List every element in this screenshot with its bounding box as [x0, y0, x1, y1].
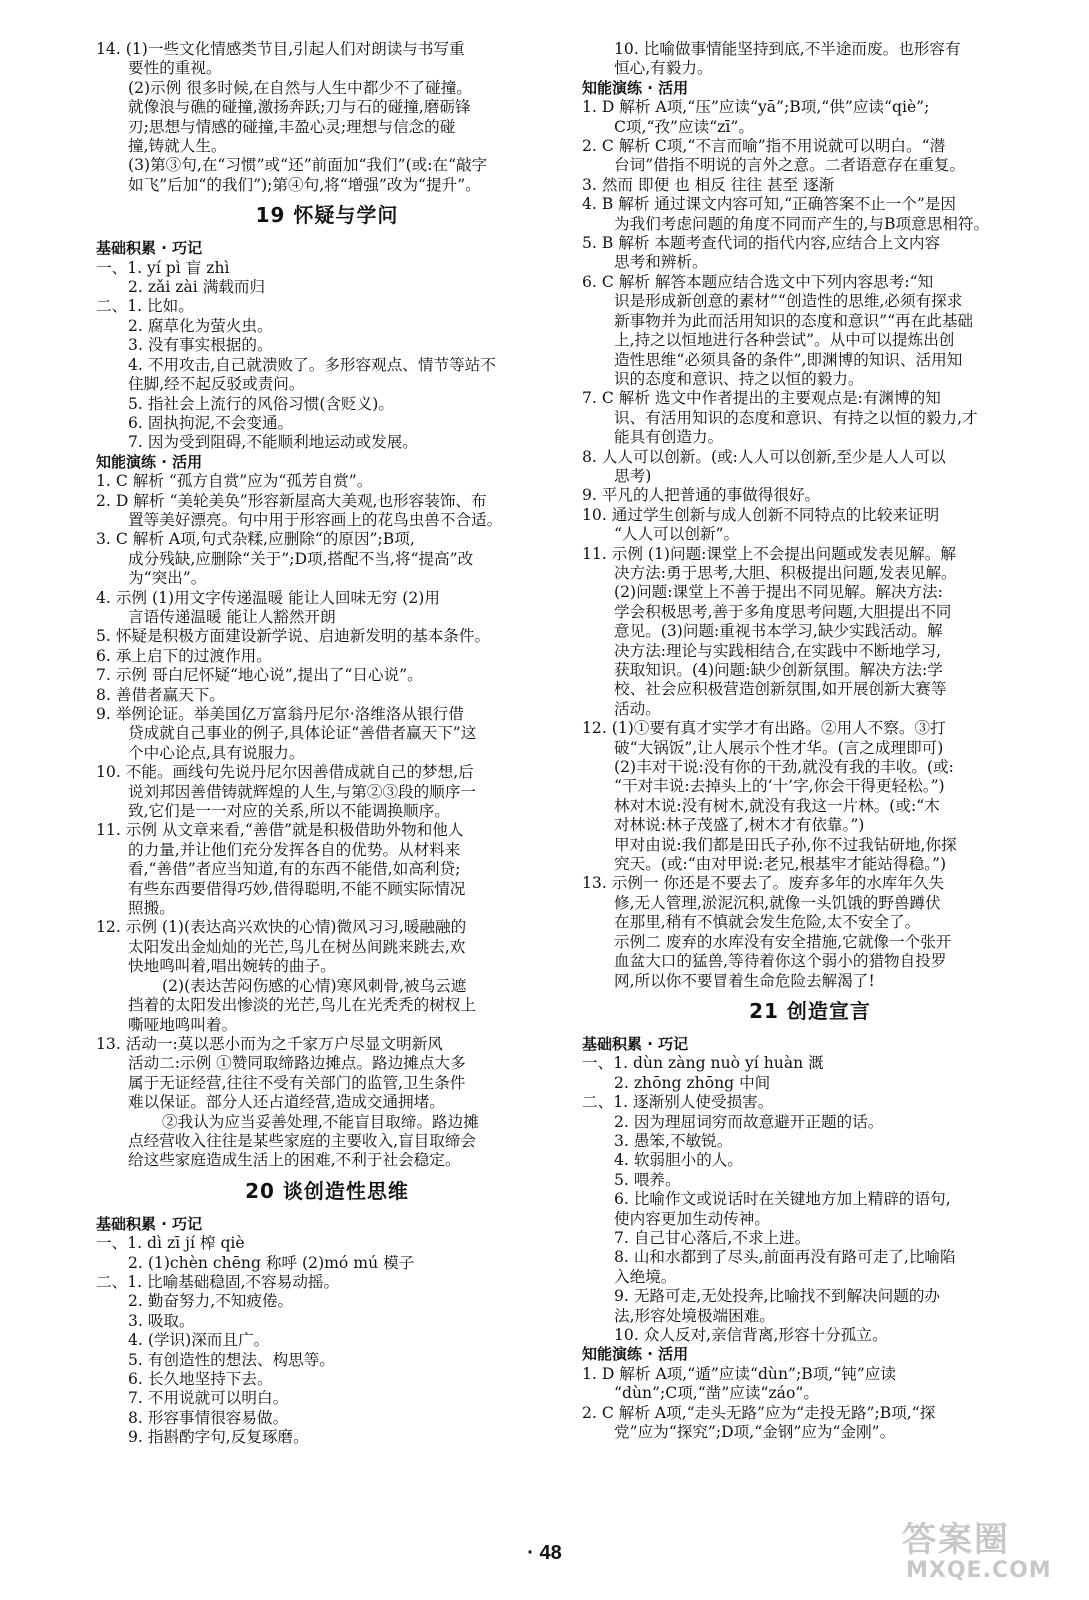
text-line: 党”应为“探究”;D项,“金钢”应为“金刚”。 — [614, 1423, 896, 1442]
text-line: 说刘邦因善借铸就辉煌的人生,与第②③段的顺序一 — [128, 782, 477, 801]
text-line: 12. (1)①要有真才实学才有出路。②用人不察。③打 — [582, 719, 946, 738]
text-line: 的力量,并让他们充分发挥各自的优势。从材料来 — [128, 840, 461, 859]
text-line: 3. 没有事实根据的。 — [128, 336, 273, 355]
text-line: 言语传递温暖 能让人豁然开朗 — [128, 607, 336, 626]
text-line: 破“大锅饭”,让人展示个性才华。(言之成理即可) — [614, 738, 944, 757]
text-line: 4. B 解析 通过课文内容可知,“正确答案不止一个”是因 — [582, 195, 956, 214]
text-line: C项,“孜”应读“zī”。 — [614, 117, 754, 136]
text-line: 4. 软弱胆小的人。 — [614, 1151, 743, 1170]
text-line: 6. 固执拘泥,不会变通。 — [128, 413, 294, 432]
text-line: 获取知识。(4)问题:缺少创新氛围。解决方法:学 — [614, 661, 943, 679]
text-line: 13. 示例一 你还是不要去了。废弃多年的水库年久失 — [582, 874, 945, 893]
text-line: 10. 通过学生创新与成人创新不同特点的比较来证明 — [582, 505, 940, 524]
text-line: 9. 平凡的人把普通的事做得很好。 — [582, 486, 821, 505]
text-line: 8. 形容事情很容易做。 — [128, 1408, 289, 1427]
text-line: 刃;思想与情感的碰撞,丰盈心灵;理想与信念的碰 — [128, 117, 456, 136]
text-line: 给这些家庭造成生活上的困难,不利于社会稳定。 — [128, 1151, 461, 1170]
text-line: 如飞”后加“的我们”);第④句,将“增强”改为“提升”。 — [128, 175, 481, 194]
text-line: 11. 示例 从文章来看,“善借”就是积极借助外物和他人 — [96, 821, 464, 840]
text-line: 识是形成新创意的素材”“创造性的思维,必须有探求 — [614, 292, 963, 311]
text-line: 入绝境。 — [614, 1267, 677, 1286]
text-line: 看,“善借”者应当知道,有的东西不能借,如高利贷; — [128, 860, 461, 879]
text-line: 二、1. 比喻基础稳固,不容易动摇。 — [96, 1272, 340, 1291]
text-line: 为我们考虑问题的角度不同而产生的,与B项意思相符。 — [614, 214, 990, 233]
text-line: 3. 愚笨,不敏锐。 — [614, 1131, 733, 1150]
text-line: 决方法:勇于思考,大胆、积极提出问题,发表见解。 — [614, 563, 957, 582]
text-line: 3. C 解析 A项,句式杂糅,应删除“的原因”;B项, — [96, 530, 415, 549]
text-line: 思考) — [614, 466, 652, 485]
text-line: 7. C 解析 选文中作者提出的主要观点是:有渊博的知 — [582, 389, 941, 408]
text-line: 意见。(3)问题:重视书本学习,缺少实践活动。解 — [614, 622, 943, 641]
lesson-title: 20 谈创造性思维 — [245, 1178, 409, 1203]
text-line: 点经营收入往往是某些家庭的主要收入,盲目取缔会 — [128, 1131, 477, 1150]
text-line: 4. (学识)深而且广。 — [128, 1331, 270, 1350]
text-line: 造性思维“必须具备的条件”,即渊博的知识、活用知 — [614, 350, 963, 369]
text-line: 2. 因为理屈词穷而故意避开正题的话。 — [614, 1112, 884, 1131]
section-heading: 基础积累 · 巧记 — [96, 1214, 203, 1233]
text-line: 2. D 解析 “美轮美奂”形容新屋高大美观,也形容装饰、布 — [96, 491, 487, 510]
text-line: 1. D 解析 A项,“遁”应读“dùn”;B项,“钝”应读 — [582, 1364, 896, 1383]
text-line: 决方法:理论与实践相结合,在实践中不断地学习, — [614, 641, 942, 660]
text-line: 2. (1)chèn chēng 称呼 (2)mó mú 模子 — [128, 1253, 415, 1272]
text-line: 8. 山和水都到了尽头,前面再没有路可走了,比喻陷 — [614, 1248, 956, 1267]
text-line: 2. zhōng zhōng 中间 — [614, 1073, 771, 1092]
text-line: 住脚,经不起反驳或责问。 — [128, 375, 305, 394]
text-line: 10. 众人反对,亲信背离,形容十分孤立。 — [614, 1326, 888, 1344]
text-line: 5. 喂养。 — [614, 1170, 681, 1189]
watermark-logo — [890, 1508, 1050, 1590]
text-line: 5. 有创造性的想法、构思等。 — [128, 1350, 335, 1369]
text-line: 法,形容处境极端困难。 — [614, 1306, 775, 1325]
text-line: 恒心,有毅力。 — [614, 59, 713, 78]
text-line: 13. 活动一:莫以恶小而为之千家万户尽显文明新风 — [96, 1034, 443, 1053]
text-line: 9. 指斟酌字句,反复琢磨。 — [128, 1428, 309, 1447]
text-line: 识的态度和意识、持之以恒的毅力。 — [614, 369, 864, 388]
text-line: 4. 不用攻击,自己就溃败了。多形容观点、情节等站不 — [128, 355, 496, 374]
text-line: 7. 因为受到阻碍,不能顺利地运动或发展。 — [128, 433, 418, 452]
text-line: “dùn”;C项,“凿”应读“záo”。 — [614, 1384, 819, 1403]
text-line: 11. 示例 (1)问题:课堂上不会提出问题或发表见解。解 — [582, 544, 956, 563]
text-line: 一、1. yí pì 盲 zhì — [96, 258, 230, 277]
text-line: 一、1. dùn zàng nuò yí huàn 溉 — [582, 1054, 824, 1073]
page-number: · 48 — [527, 1542, 562, 1564]
watermark-top: 答案圈 — [902, 1520, 1010, 1560]
text-line: 照搬。 — [128, 899, 175, 918]
text-line: 活动二:示例 ①赞同取缔路边摊点。路边摊点大多 — [128, 1054, 466, 1073]
text-line: 新事物并为此而活用知识的态度和意识”“再在此基础 — [614, 311, 974, 330]
text-line: 识、有活用知识的态度和意识、有持之以恒的毅力,才 — [614, 408, 978, 427]
text-line: 6. 比喻作文或说话时在关键地方加上精辟的语句, — [614, 1190, 951, 1209]
text-line: 难以保证。部分人还占道经营,造成交通拥堵。 — [128, 1093, 445, 1112]
text-line: 二、1. 比如。 — [96, 297, 194, 316]
text-line: 有些东西要借得巧妙,借得聪明,不能不顾实际情况 — [128, 879, 466, 898]
section-heading: 知能演练 · 活用 — [582, 78, 689, 97]
section-heading: 基础积累 · 巧记 — [582, 1034, 689, 1053]
text-line: 1. C 解析 “孤方自赏”应为“孤芳自赏”。 — [96, 472, 373, 491]
text-line: 为“突出”。 — [128, 569, 207, 588]
text-line: 8. 人人可以创新。(或:人人可以创新,至少是人人可以 — [582, 447, 946, 466]
text-line: (2)丰对干说:没有你的干劲,就没有我的丰收。(或: — [614, 758, 954, 777]
text-line: 2. C 解析 A项,“走头无路”应为“走投无路”;B项,“探 — [582, 1403, 936, 1422]
text-line: 10. 不能。画线句先说丹尼尔因善借成就自己的梦想,后 — [96, 763, 474, 782]
text-line: 思考和辨析。 — [614, 253, 708, 272]
text-line: 5. 怀疑是积极方面建设新学说、启迪新发明的基本条件。 — [96, 627, 491, 646]
section-heading: 基础积累 · 巧记 — [96, 239, 203, 258]
text-line: 要性的重视。 — [128, 59, 222, 78]
text-line: 个中心论点,具有说服力。 — [128, 743, 305, 762]
lesson-title: 21 创造宣言 — [749, 998, 871, 1023]
text-line: 网,所以你不要冒着生命危险去解渴了! — [614, 971, 875, 990]
text-line: 置等美好漂亮。句中用于形容画上的花鸟虫兽不合适。 — [128, 510, 503, 529]
text-line: 14. (1)一些文化情感类节目,引起人们对朗读与书写重 — [96, 40, 465, 58]
text-line: 二、1. 逐渐别人使受损害。 — [582, 1093, 774, 1112]
text-line: 示例二 废弃的水库没有安全措施,它就像一个张开 — [614, 932, 952, 951]
text-line: 就像浪与礁的碰撞,激扬奔跃;刀与石的碰撞,磨砺锋 — [128, 98, 471, 117]
text-line: 究天。(或:“由对甲说:老兄,根基牢才能站得稳。”) — [614, 855, 947, 874]
text-line: 9. 无路可走,无处投奔,比喻找不到解决问题的办 — [614, 1287, 941, 1306]
text-line: 撞,铸就人生。 — [128, 137, 227, 156]
text-line: 嘶哑地鸣叫着。 — [128, 1015, 238, 1034]
section-heading: 知能演练 · 活用 — [582, 1345, 689, 1364]
text-line: (2)问题:课堂上不善于提出不同见解。解决方法: — [614, 583, 943, 602]
text-line: 快地鸣叫着,唱出婉转的曲子。 — [128, 957, 336, 976]
text-line: 2. 腐草化为萤火虫。 — [128, 316, 273, 335]
text-line: 校、社会应积极营造创新氛围,如开展创新大赛等 — [614, 680, 947, 699]
text-line: ②我认为应当妥善处理,不能盲目取缔。路边摊 — [162, 1112, 479, 1131]
text-line: 致,它们是一一对应的关系,所以不能调换顺序。 — [128, 802, 450, 821]
watermark-bottom: MXQE.COM — [906, 1558, 1052, 1583]
text-line: 1. D 解析 A项,“压”应读“yā”;B项,“供”应读“qiè”; — [582, 98, 930, 117]
text-line: 6. C 解析 解答本题应结合选文中下列内容思考:“知 — [582, 272, 934, 291]
text-line: (2)示例 很多时候,在自然与人生中都少不了碰撞。 — [128, 78, 472, 97]
text-line: 5. B 解析 本题考查代词的指代内容,应结合上文内容 — [582, 234, 941, 253]
text-line: 成分残缺,应删除“关于”;D项,搭配不当,将“提高”改 — [128, 549, 474, 568]
text-line: 太阳发出金灿灿的光芒,鸟儿在树丛间跳来跳去,欢 — [128, 937, 466, 956]
text-line: 5. 指社会上流行的风俗习惯(含贬义)。 — [128, 394, 394, 413]
text-line: 6. 长久地坚持下去。 — [128, 1370, 273, 1388]
text-line: 学会积极思考,善于多角度思考问题,大胆提出不同 — [614, 602, 952, 621]
text-line: 8. 善借者赢天下。 — [96, 685, 225, 704]
text-line: (3)第③句,在“习惯”或“还”前面加“我们”(或:在“敲字 — [128, 156, 488, 175]
text-line: 3. 吸取。 — [128, 1311, 195, 1330]
text-line: 贷成就自己事业的例子,具体论证“善借者赢天下”这 — [128, 724, 477, 743]
text-line: 12. 示例 (1)(表达高兴欢快的心情)微风习习,暖融融的 — [96, 918, 467, 937]
text-line: 林对木说:没有树木,就没有我这一片林。(或:“木 — [614, 796, 940, 815]
text-line: 修,无人管理,淤泥沉积,就像一头饥饿的野兽蹲伏 — [614, 893, 941, 912]
text-line: 7. 自己甘心落后,不求上进。 — [614, 1228, 811, 1247]
text-line: 在那里,稍有不慎就会发生危险,太不安全了。 — [614, 913, 921, 932]
text-line: 挡着的太阳发出惨淡的光芒,鸟儿在光秃秃的树杈上 — [128, 996, 477, 1015]
text-line: 甲对由说:我们都是田氏子孙,你不过我钻研地,你探 — [614, 835, 957, 854]
text-line: 9. 举例论证。举美国亿万富翁丹尼尔·洛维洛从银行借 — [96, 705, 464, 723]
text-line: 7. 不用说就可以明白。 — [128, 1389, 289, 1408]
left-column — [96, 40, 558, 1448]
text-line: 对林说:林子茂盛了,树木才有依靠。”) — [614, 816, 865, 835]
text-line: (2)(表达苦闷伤感的心情)寒风刺骨,被乌云遮 — [162, 976, 467, 995]
text-line: “干对丰说:去掉头上的‘十’字,你会干得更轻松。”) — [614, 777, 945, 796]
text-line: 2. zǎi zài 满载而归 — [128, 278, 266, 297]
text-line: 活动。 — [614, 699, 661, 718]
text-line: 使内容更加生动传神。 — [614, 1209, 770, 1228]
text-line: “人人可以创新”。 — [614, 525, 740, 544]
lesson-title: 19 怀疑与学问 — [255, 203, 399, 228]
text-line: 6. 承上启下的过渡作用。 — [96, 646, 272, 665]
section-heading: 知能演练 · 活用 — [96, 452, 203, 471]
text-line: 上,持之以恒地进行各种尝试”。从中可以提炼出创 — [614, 331, 955, 350]
text-line: 3. 然而 即便 也 相反 往往 甚至 逐渐 — [582, 175, 835, 194]
text-line: 4. 示例 (1)用文字传递温暖 能让人回味无穷 (2)用 — [96, 588, 440, 607]
text-line: 血盆大口的猛兽,等待着你这个弱小的猎物自投罗 — [614, 952, 947, 971]
right-column — [582, 40, 1038, 1442]
text-line: 10. 比喻做事情能坚持到底,不半途而废。也形容有 — [614, 40, 961, 58]
text-line: 能具有创造力。 — [614, 428, 724, 447]
text-line: 台词”借指不明说的言外之意。二者语意存在重复。 — [614, 156, 966, 175]
text-line: 7. 示例 哥白尼怀疑“地心说”,提出了“日心说”。 — [96, 666, 423, 685]
text-line: 一、1. dì zī jí 榨 qiè — [96, 1234, 245, 1253]
text-line: 属于无证经营,往往不受有关部门的监管,卫生条件 — [128, 1073, 466, 1092]
text-line: 2. C 解析 C项,“不言而喻”指不用说就可以明白。“潜 — [582, 137, 946, 156]
text-line: 2. 勤奋努力,不知疲倦。 — [128, 1292, 294, 1311]
